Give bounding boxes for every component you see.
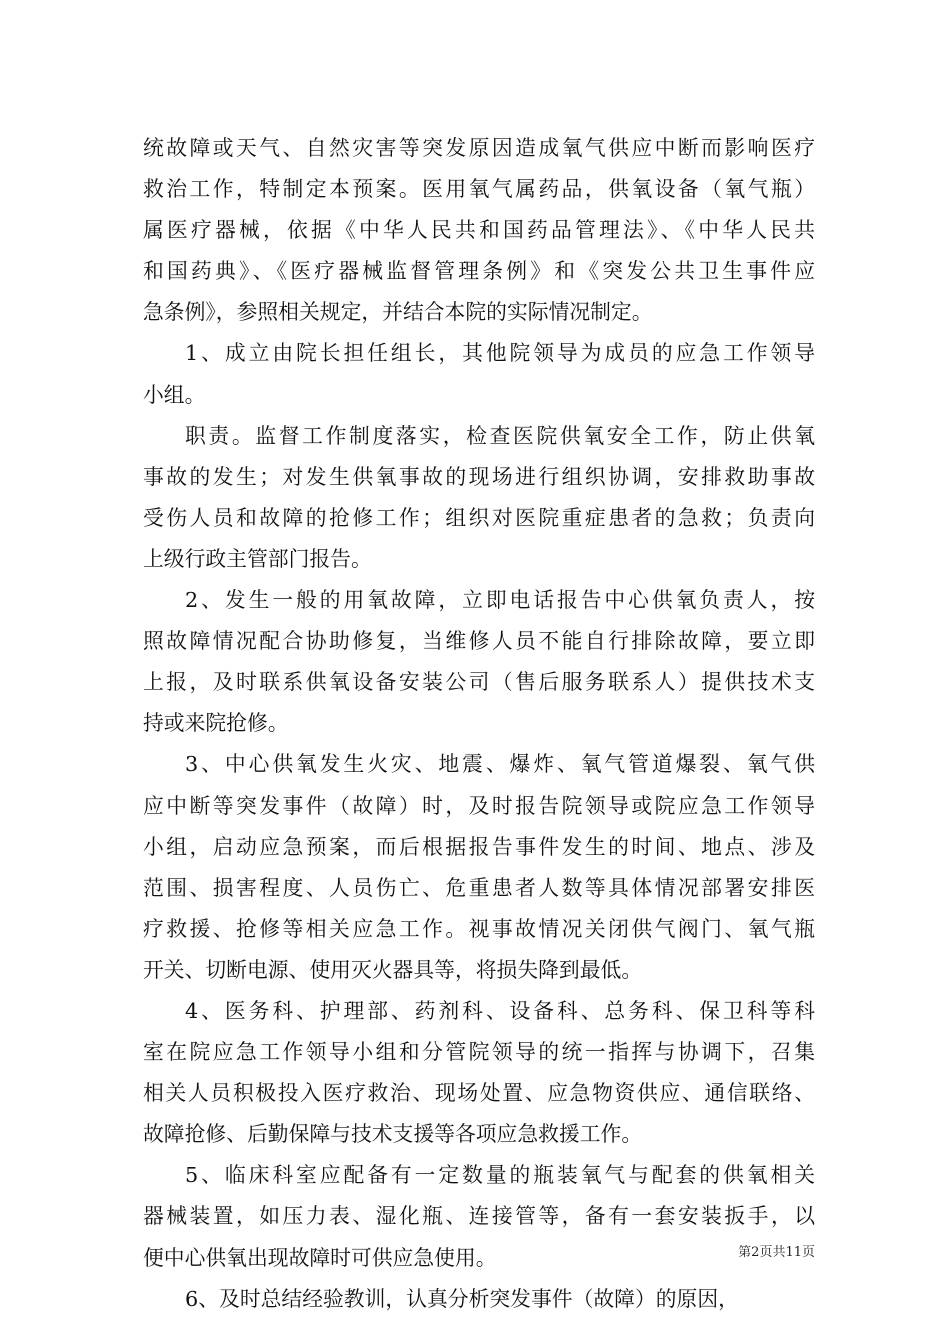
paragraph bbox=[143, 1279, 815, 1320]
text-line: 便中心供氧出现故障时可供应急使用。 bbox=[143, 1245, 497, 1270]
text-line: 3、中心供氧发生火灾、地震、爆炸、氧气管道爆裂、氧气供 bbox=[185, 752, 815, 777]
page-number: 第2页共11页 bbox=[738, 1245, 815, 1260]
text-line: 范围、损害程度、人员伤亡、危重患者人数等具体情况部署安排医 bbox=[143, 875, 815, 900]
text-line: 应中断等突发事件（故障）时，及时报告院领导或院应急工作领导 bbox=[143, 793, 815, 818]
text-line: 6、及时总结经验教训，认真分析突发事件（故障）的原因， bbox=[185, 1286, 739, 1311]
text-line: 4、医务科、护理部、药剂科、设备科、总务科、保卫科等科 bbox=[185, 998, 815, 1023]
text-line: 事故的发生；对发生供氧事故的现场进行组织协调，安排救助事故 bbox=[143, 464, 815, 489]
text-line: 急条例》，参照相关规定，并结合本院的实际情况制定。 bbox=[143, 300, 653, 325]
text-line: 救治工作，特制定本预案。医用氧气属药品，供氧设备（氧气瓶） bbox=[143, 177, 815, 202]
text-line: 照故障情况配合协助修复，当维修人员不能自行排除故障，要立即 bbox=[143, 629, 815, 654]
paragraph bbox=[143, 128, 815, 333]
paragraph bbox=[143, 333, 815, 415]
paragraph bbox=[143, 744, 815, 991]
paragraph bbox=[143, 416, 815, 580]
paragraph bbox=[143, 580, 815, 744]
text-line: 故障抢修、后勤保障与技术支援等各项应急救援工作。 bbox=[143, 1122, 643, 1147]
text-line: 2、发生一般的用氧故障，立即电话报告中心供氧负责人，按 bbox=[185, 588, 815, 613]
text-line: 职责。监督工作制度落实，检查医院供氧安全工作，防止供氧 bbox=[185, 423, 815, 448]
text-line: 相关人员积极投入医疗救治、现场处置、应急物资供应、通信联络、 bbox=[143, 1081, 815, 1106]
text-line: 受伤人员和故障的抢修工作；组织对医院重症患者的急救；负责向 bbox=[143, 505, 815, 530]
text-line: 疗救援、抢修等相关应急工作。视事故情况关闭供气阀门、氧气瓶 bbox=[143, 916, 815, 941]
text-line: 上级行政主管部门报告。 bbox=[143, 546, 372, 571]
text-line: 和国药典》、《医疗器械监督管理条例》和《突发公共卫生事件应 bbox=[143, 259, 815, 284]
text-line: 器械装置，如压力表、湿化瓶、连接管等，备有一套安装扳手，以 bbox=[143, 1204, 815, 1229]
text-line: 统故障或天气、自然灾害等突发原因造成氧气供应中断而影响医疗 bbox=[143, 136, 815, 160]
paragraph bbox=[143, 991, 815, 1155]
text-line: 开关、切断电源、使用灭火器具等，将损失降到最低。 bbox=[143, 957, 643, 982]
text-line: 上报，及时联系供氧设备安装公司（售后服务联系人）提供技术支 bbox=[143, 670, 815, 695]
text-line: 小组，启动应急预案，而后根据报告事件发生的时间、地点、涉及 bbox=[143, 834, 815, 859]
text-line: 小组。 bbox=[143, 382, 206, 407]
text-line: 属医疗器械，依据《中华人民共和国药品管理法》、《中华人民共 bbox=[143, 218, 815, 243]
text-line: 持或来院抢修。 bbox=[143, 711, 289, 736]
text-line: 1、成立由院长担任组长，其他院领导为成员的应急工作领导 bbox=[185, 341, 815, 366]
document-body bbox=[143, 128, 815, 1320]
text-line: 5、临床科室应配备有一定数量的瓶装氧气与配套的供氧相关 bbox=[185, 1163, 815, 1188]
text-line: 室在院应急工作领导小组和分管院领导的统一指挥与协调下，召集 bbox=[143, 1040, 815, 1065]
